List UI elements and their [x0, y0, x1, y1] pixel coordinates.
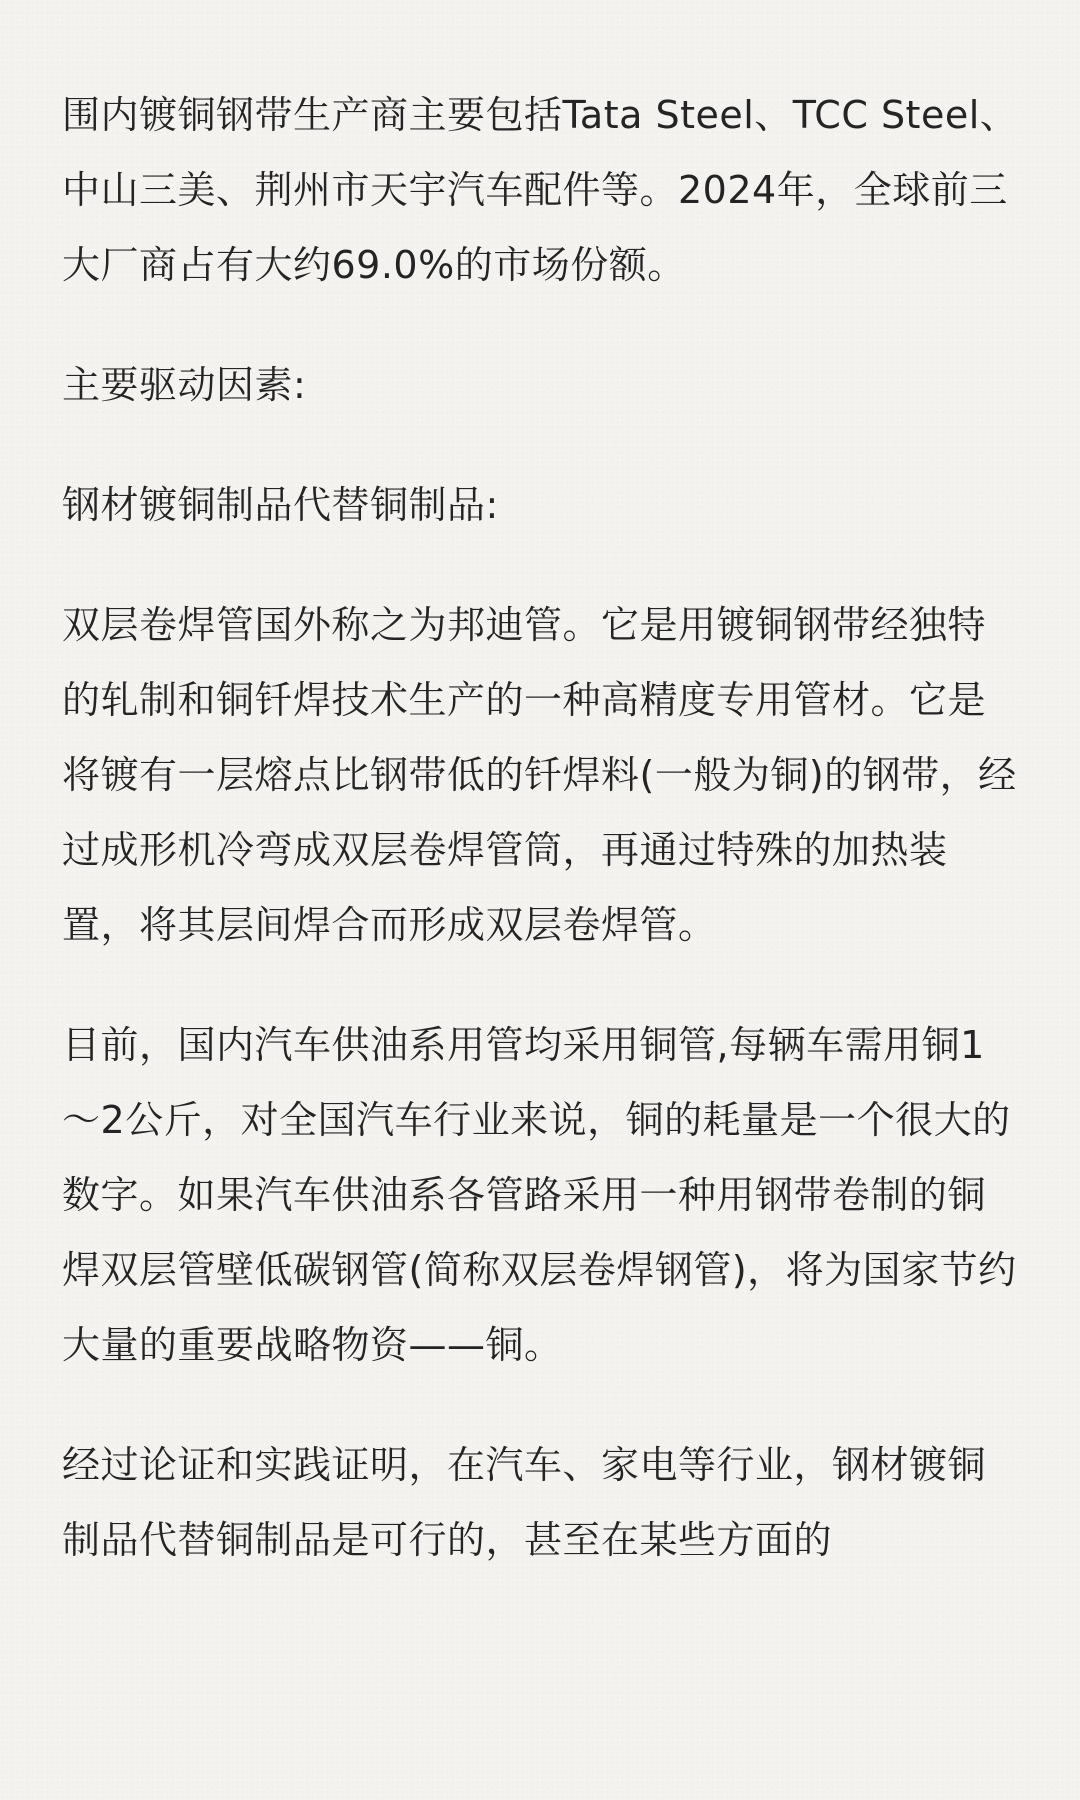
heading-main-drivers: 主要驱动因素: — [62, 363, 307, 407]
paragraph-feasibility: 经过论证和实践证明，在汽车、家电等行业，钢材镀铜制品代替铜制品是可行的，甚至在某些方面的 — [62, 1443, 987, 1562]
paragraph-copper-consumption: 目前，国内汽车供油系用管均采用铜管,每辆车需用铜1～2公斤，对全国汽车行业来说，铜的耗量是一个很大的数字。如果汽车供油系各管路采用一种用钢带卷制的铜焊双层管壁低碳钢管(简称双层卷焊钢管)，将为国家节约大量的重要战略物资——铜。 — [62, 1023, 1017, 1367]
paragraph-market-share: 围内镀铜钢带生产商主要包括Tata Steel、TCC Steel、中山三美、荆州市天宇汽车配件等。2024年，全球前三大厂商占有大约69.0%的市场份额。 — [62, 93, 1019, 287]
paragraph-bundy-tube: 双层卷焊管国外称之为邦迪管。它是用镀铜钢带经独特的轧制和铜钎焊技术生产的一种高精度专用管材。它是将镀有一层熔点比钢带低的钎焊料(一般为铜)的钢带，经过成形机冷弯成双层卷焊管筒，再通过特殊的加热装置，将其层间焊合而形成双层卷焊管。 — [62, 603, 1017, 947]
heading-copper-substitution: 钢材镀铜制品代替铜制品: — [62, 483, 499, 527]
